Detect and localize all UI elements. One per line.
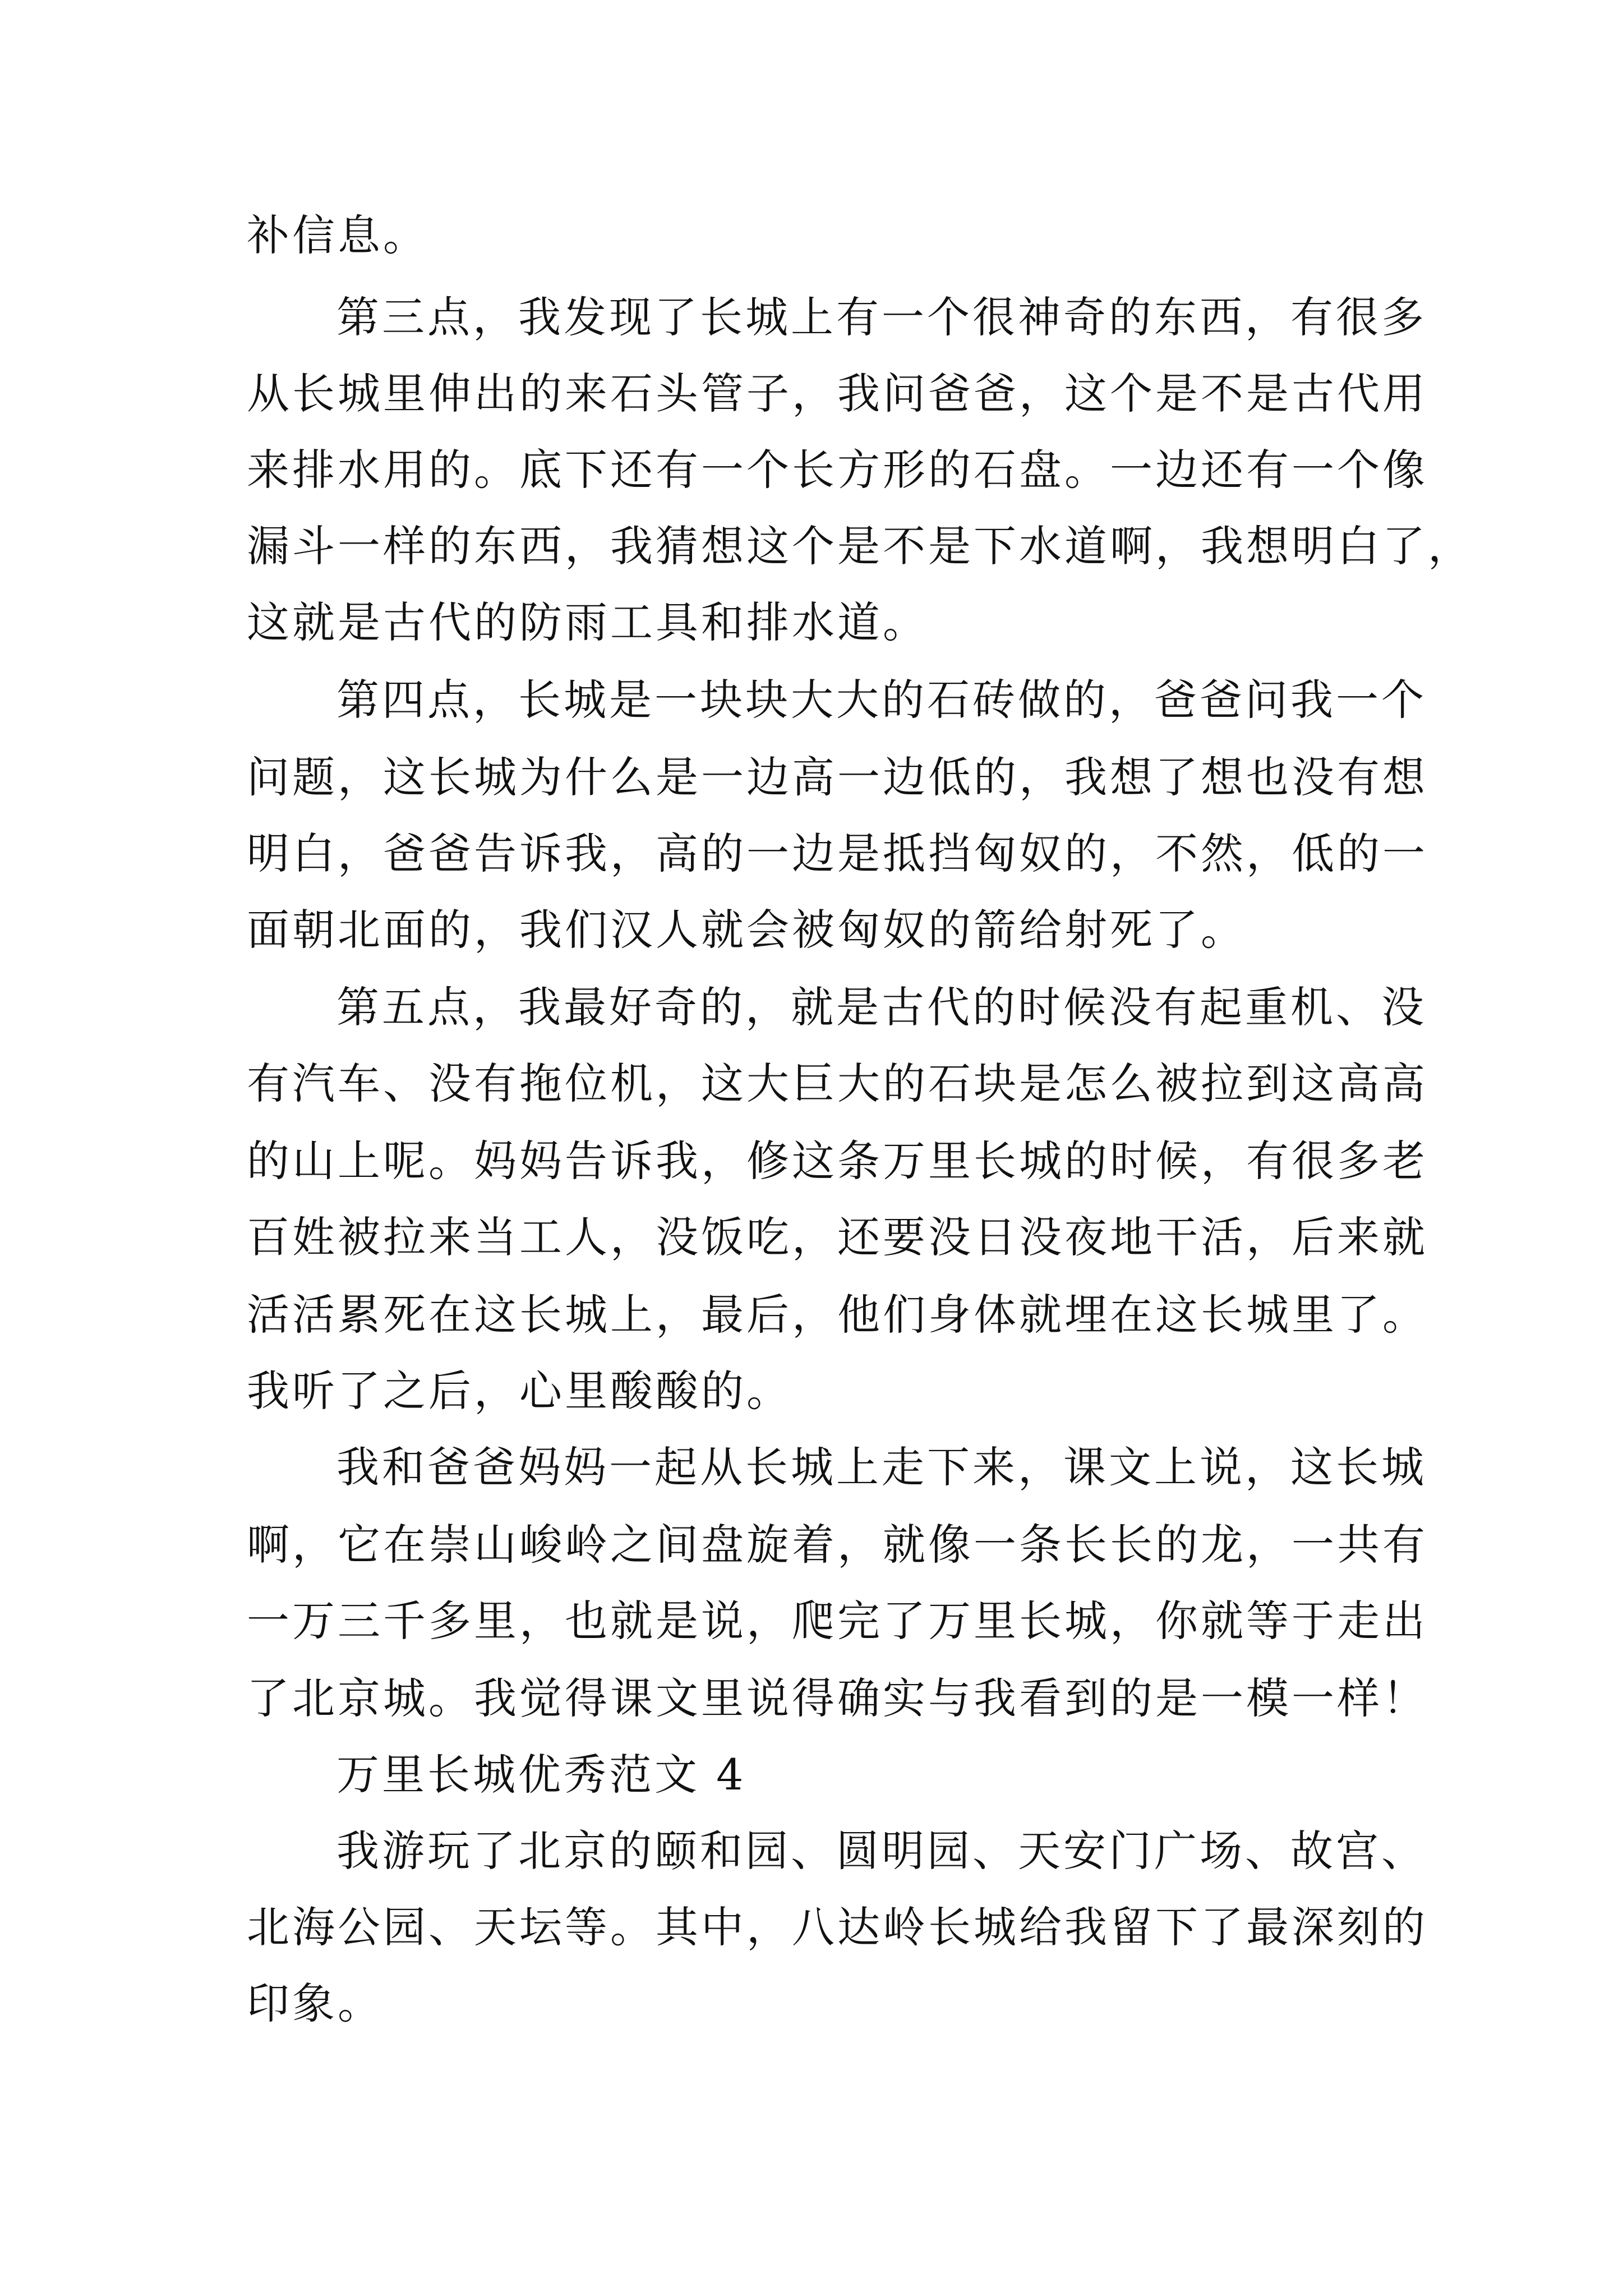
text-line: 活活累死在这长城上，最后，他们身体就埋在这长城里了。 xyxy=(247,1290,1428,1340)
text-line: 明白，爸爸告诉我，高的一边是抵挡匈奴的，不然，低的一 xyxy=(247,829,1428,878)
text-line: 从长城里伸出的来石头管子，我问爸爸，这个是不是古代用 xyxy=(247,369,1428,418)
text-line: 问题，这长城为什么是一边高一边低的，我想了想也没有想 xyxy=(247,752,1428,802)
text-line: 有汽车、没有拖位机，这大巨大的石块是怎么被拉到这高高 xyxy=(247,1059,1428,1108)
text-line: 的山上呢。妈妈告诉我，修这条万里长城的时候，有很多老 xyxy=(247,1136,1428,1186)
text-line: 面朝北面的，我们汉人就会被匈奴的箭给射死了。 xyxy=(247,905,1246,955)
text-line: 一万三千多里，也就是说，爬完了万里长城，你就等于走出 xyxy=(247,1596,1428,1646)
paragraph-first-line: 第三点，我发现了长城上有一个很神奇的东西，有很多 xyxy=(336,292,1427,342)
text-line: 北海公园、天坛等。其中，八达岭长城给我留下了最深刻的 xyxy=(247,1902,1428,1952)
text-line: 了北京城。我觉得课文里说得确实与我看到的是一模一样！ xyxy=(247,1673,1428,1723)
text-line: 印象。 xyxy=(247,1978,383,2028)
paragraph-first-line: 我游玩了北京的颐和园、圆明园、天安门广场、故宫、 xyxy=(336,1826,1427,1876)
text-line: 这就是古代的防雨工具和排水道。 xyxy=(247,597,928,647)
text-line: 我听了之后，心里酸酸的。 xyxy=(247,1366,792,1416)
paragraph-first-line: 第四点，长城是一块块大大的石砖做的，爸爸问我一个 xyxy=(336,675,1427,725)
text-line: 百姓被拉来当工人，没饭吃，还要没日没夜地干活，后来就 xyxy=(247,1212,1428,1262)
text-line: 补信息。 xyxy=(247,210,428,260)
paragraph-first-line: 我和爸爸妈妈一起从长城上走下来，课文上说，这长城 xyxy=(336,1442,1427,1492)
section-heading: 万里长城优秀范文 4 xyxy=(336,1750,746,1800)
paragraph-first-line: 第五点，我最好奇的，就是古代的时候没有起重机、没 xyxy=(336,982,1427,1032)
text-line: 啊，它在崇山峻岭之间盘旋着，就像一条长长的龙，一共有 xyxy=(247,1520,1428,1570)
text-line: 漏斗一样的东西，我猜想这个是不是下水道啊，我想明白了， xyxy=(247,521,1473,571)
text-line: 来排水用的。底下还有一个长方形的石盘。一边还有一个像 xyxy=(247,445,1428,495)
